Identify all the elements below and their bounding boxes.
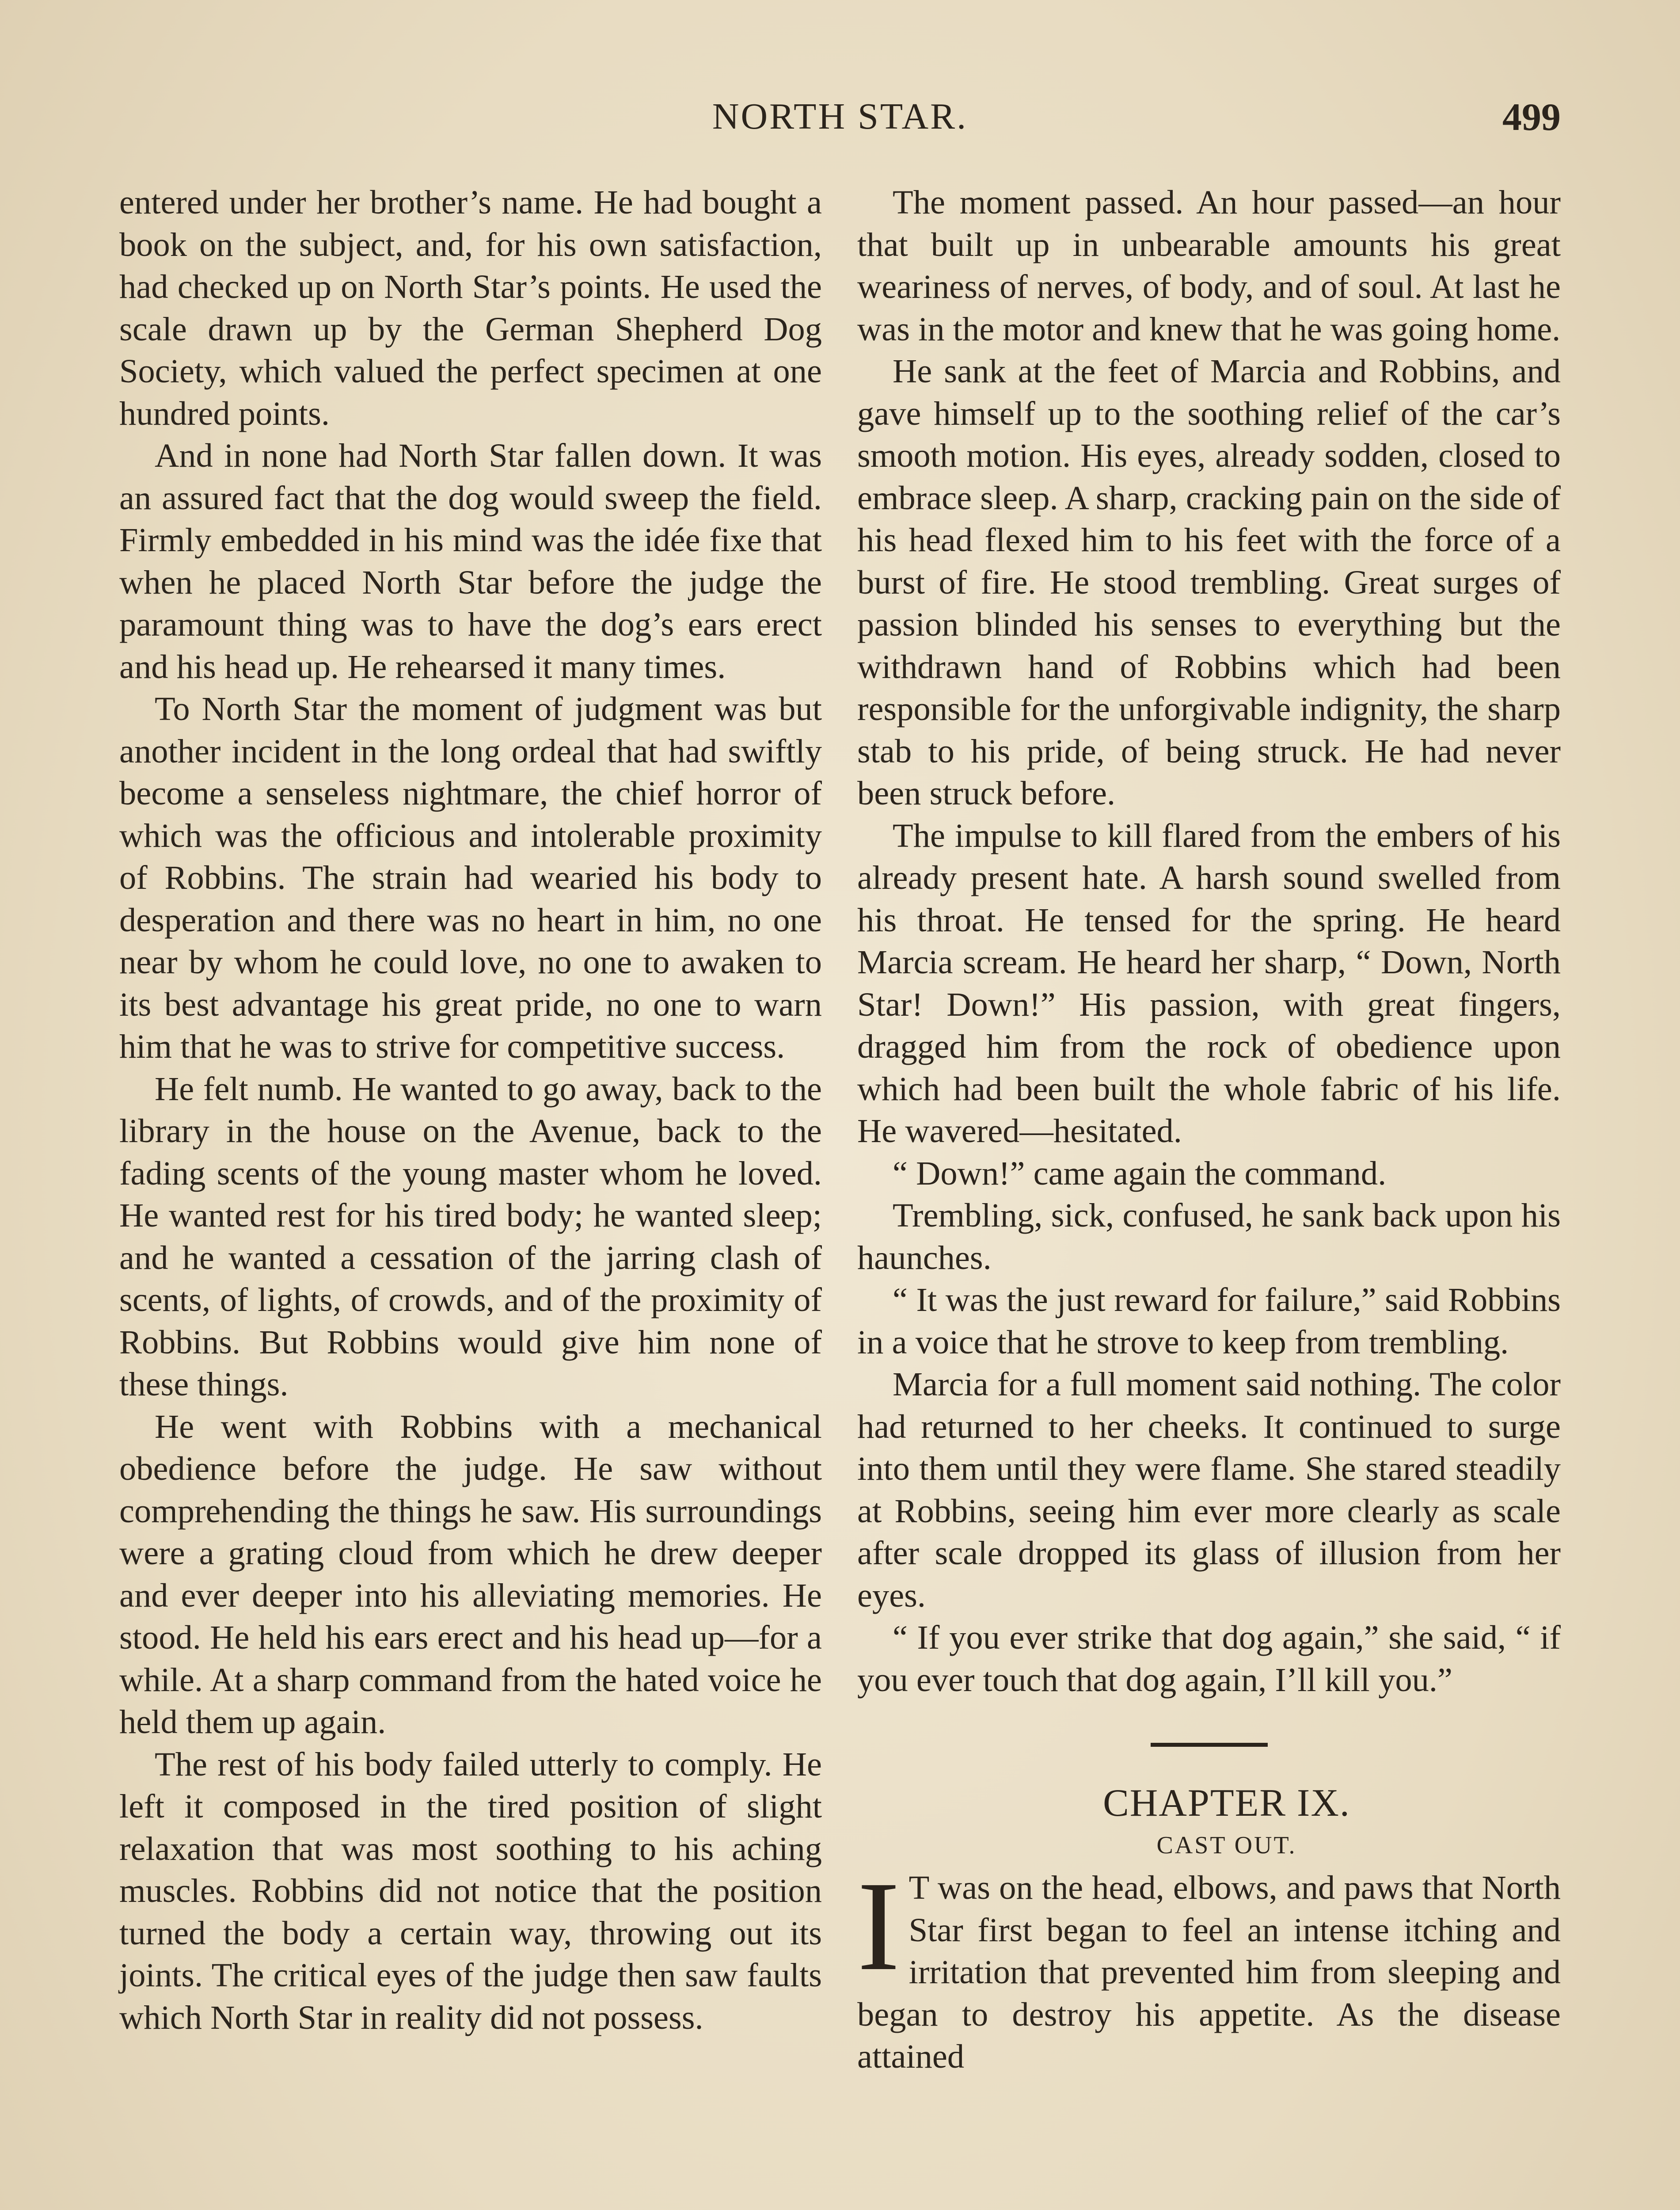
right-column (857, 181, 1561, 2078)
paragraph: Marcia for a full moment said nothing. The color had returned to her cheeks. It continued to surge into them until they were flame. She stared steadily at Robbins, seeing him ever more clearly as scale after scale dropped its glass of illusion from her eyes. (857, 1365, 1561, 1614)
paragraph: And in none had North Star fallen down. It was an assured fact that the dog would sweep the field. Firmly embedded in his mind was the idée fixe that when he placed North Star before the judge the paramount thing was to have the dog’s ears erect and his head up. He rehearsed it many times. (119, 437, 822, 686)
chapter-subtitle: CAST OUT. (1156, 1831, 1297, 1859)
paragraph: “ If you ever strike that dog again,” she said, “ if you ever touch that dog again, I’ll kill you.” (857, 1619, 1561, 1699)
left-column (119, 181, 822, 2039)
paragraph: The rest of his body failed utterly to comply. He left it composed in the tired position of slight relaxation that was most soothing to his aching muscles. Robbins did not notice that the position turned the body a certain way, throwing out its joints. The critical eyes of the judge then saw faults which North Star in reality did not possess. (119, 1745, 822, 2036)
paragraph: entered under her brother’s name. He had bought a book on the subject, and, for his own satisfaction, had checked up on North Star’s points. He used the scale drawn up by the German Shepherd Dog Society, which valued the perfect specimen at one hundred points. (119, 183, 822, 432)
chapter-opening-paragraph (857, 1855, 1561, 2078)
paragraph: “ Down!” came again the command. (893, 1154, 1387, 1192)
chapter-title: CHAPTER IX. (1103, 1782, 1350, 1825)
page-header (119, 95, 1561, 148)
paragraph: “ It was the just reward for failure,” said Robbins in a voice that he strove to keep from trembling. (857, 1281, 1561, 1361)
paragraph: Trembling, sick, confused, he sank back upon his haunches. (857, 1196, 1561, 1276)
paragraph: To North Star the moment of judgment was but another incident in the long ordeal that had swiftly become a senseless nightmare, the chief horror of which was the officious and intolerable proximity of Robbins. The strain had wearied his body to desperation and there was no heart in him, no one near by whom he could love, no one to awaken to its best advantage his great pride, no one to warn him that he was to strive for competitive success. (119, 690, 822, 1065)
running-title: NORTH STAR. (712, 96, 968, 137)
paragraph: The moment passed. An hour passed—an hour that built up in unbearable amounts his great weariness of nerves, of body, and of soul. At last he was in the motor and knew that he was going home. (857, 183, 1561, 348)
paragraph: He sank at the feet of Marcia and Robbins, and gave himself up to the soothing relief of the car’s smooth motion. His eyes, already sodden, closed to embrace sleep. A sharp, cracking pain on the side of his head flexed him to his feet with the force of a burst of fire. He stood trembling. Great surges of passion blinded his senses to everything but the withdrawn hand of Robbins which had been responsible for the unforgivable indignity, the sharp stab to his pride, of being struck. He had never been struck before. (857, 352, 1561, 812)
page-number: 499 (1502, 96, 1561, 139)
paragraph: He went with Robbins with a mechanical obedience before the judge. He saw without comprehending the things he saw. His surroundings were a grating cloud from which he drew deeper and ever deeper into his alleviating memories. He stood. He held his ears erect and his head up—for a while. At a sharp command from the hated voice he held them up again. (119, 1407, 822, 1741)
chapter-opening-text: T was on the head, elbows, and paws that North Star first began to feel an intense itching and irritation that prevented him from sleeping and began to destroy his appetite. As the disease attained (857, 1869, 1561, 2075)
paragraph: He felt numb. He wanted to go away, back to the library in the house on the Avenue, back to the fading scents of the young master whom he loved. He wanted rest for his tired body; he wanted sleep; and he wanted a cessation of the jarring clash of scents, of lights, of crowds, and of the proximity of Robbins. But Robbins would give him none of these things. (119, 1070, 822, 1403)
drop-cap: I (857, 1855, 900, 1997)
section-divider (1151, 1743, 1268, 1747)
paragraph: The impulse to kill flared from the embers of his already present hate. A harsh sound swelled from his throat. He tensed for the spring. He heard Marcia scream. He heard her sharp, “ Down, North Star! Down!” His passion, with great fingers, dragged him from the rock of obedience upon which had been built the whole fabric of his life. He wavered—hesitated. (857, 816, 1561, 1150)
